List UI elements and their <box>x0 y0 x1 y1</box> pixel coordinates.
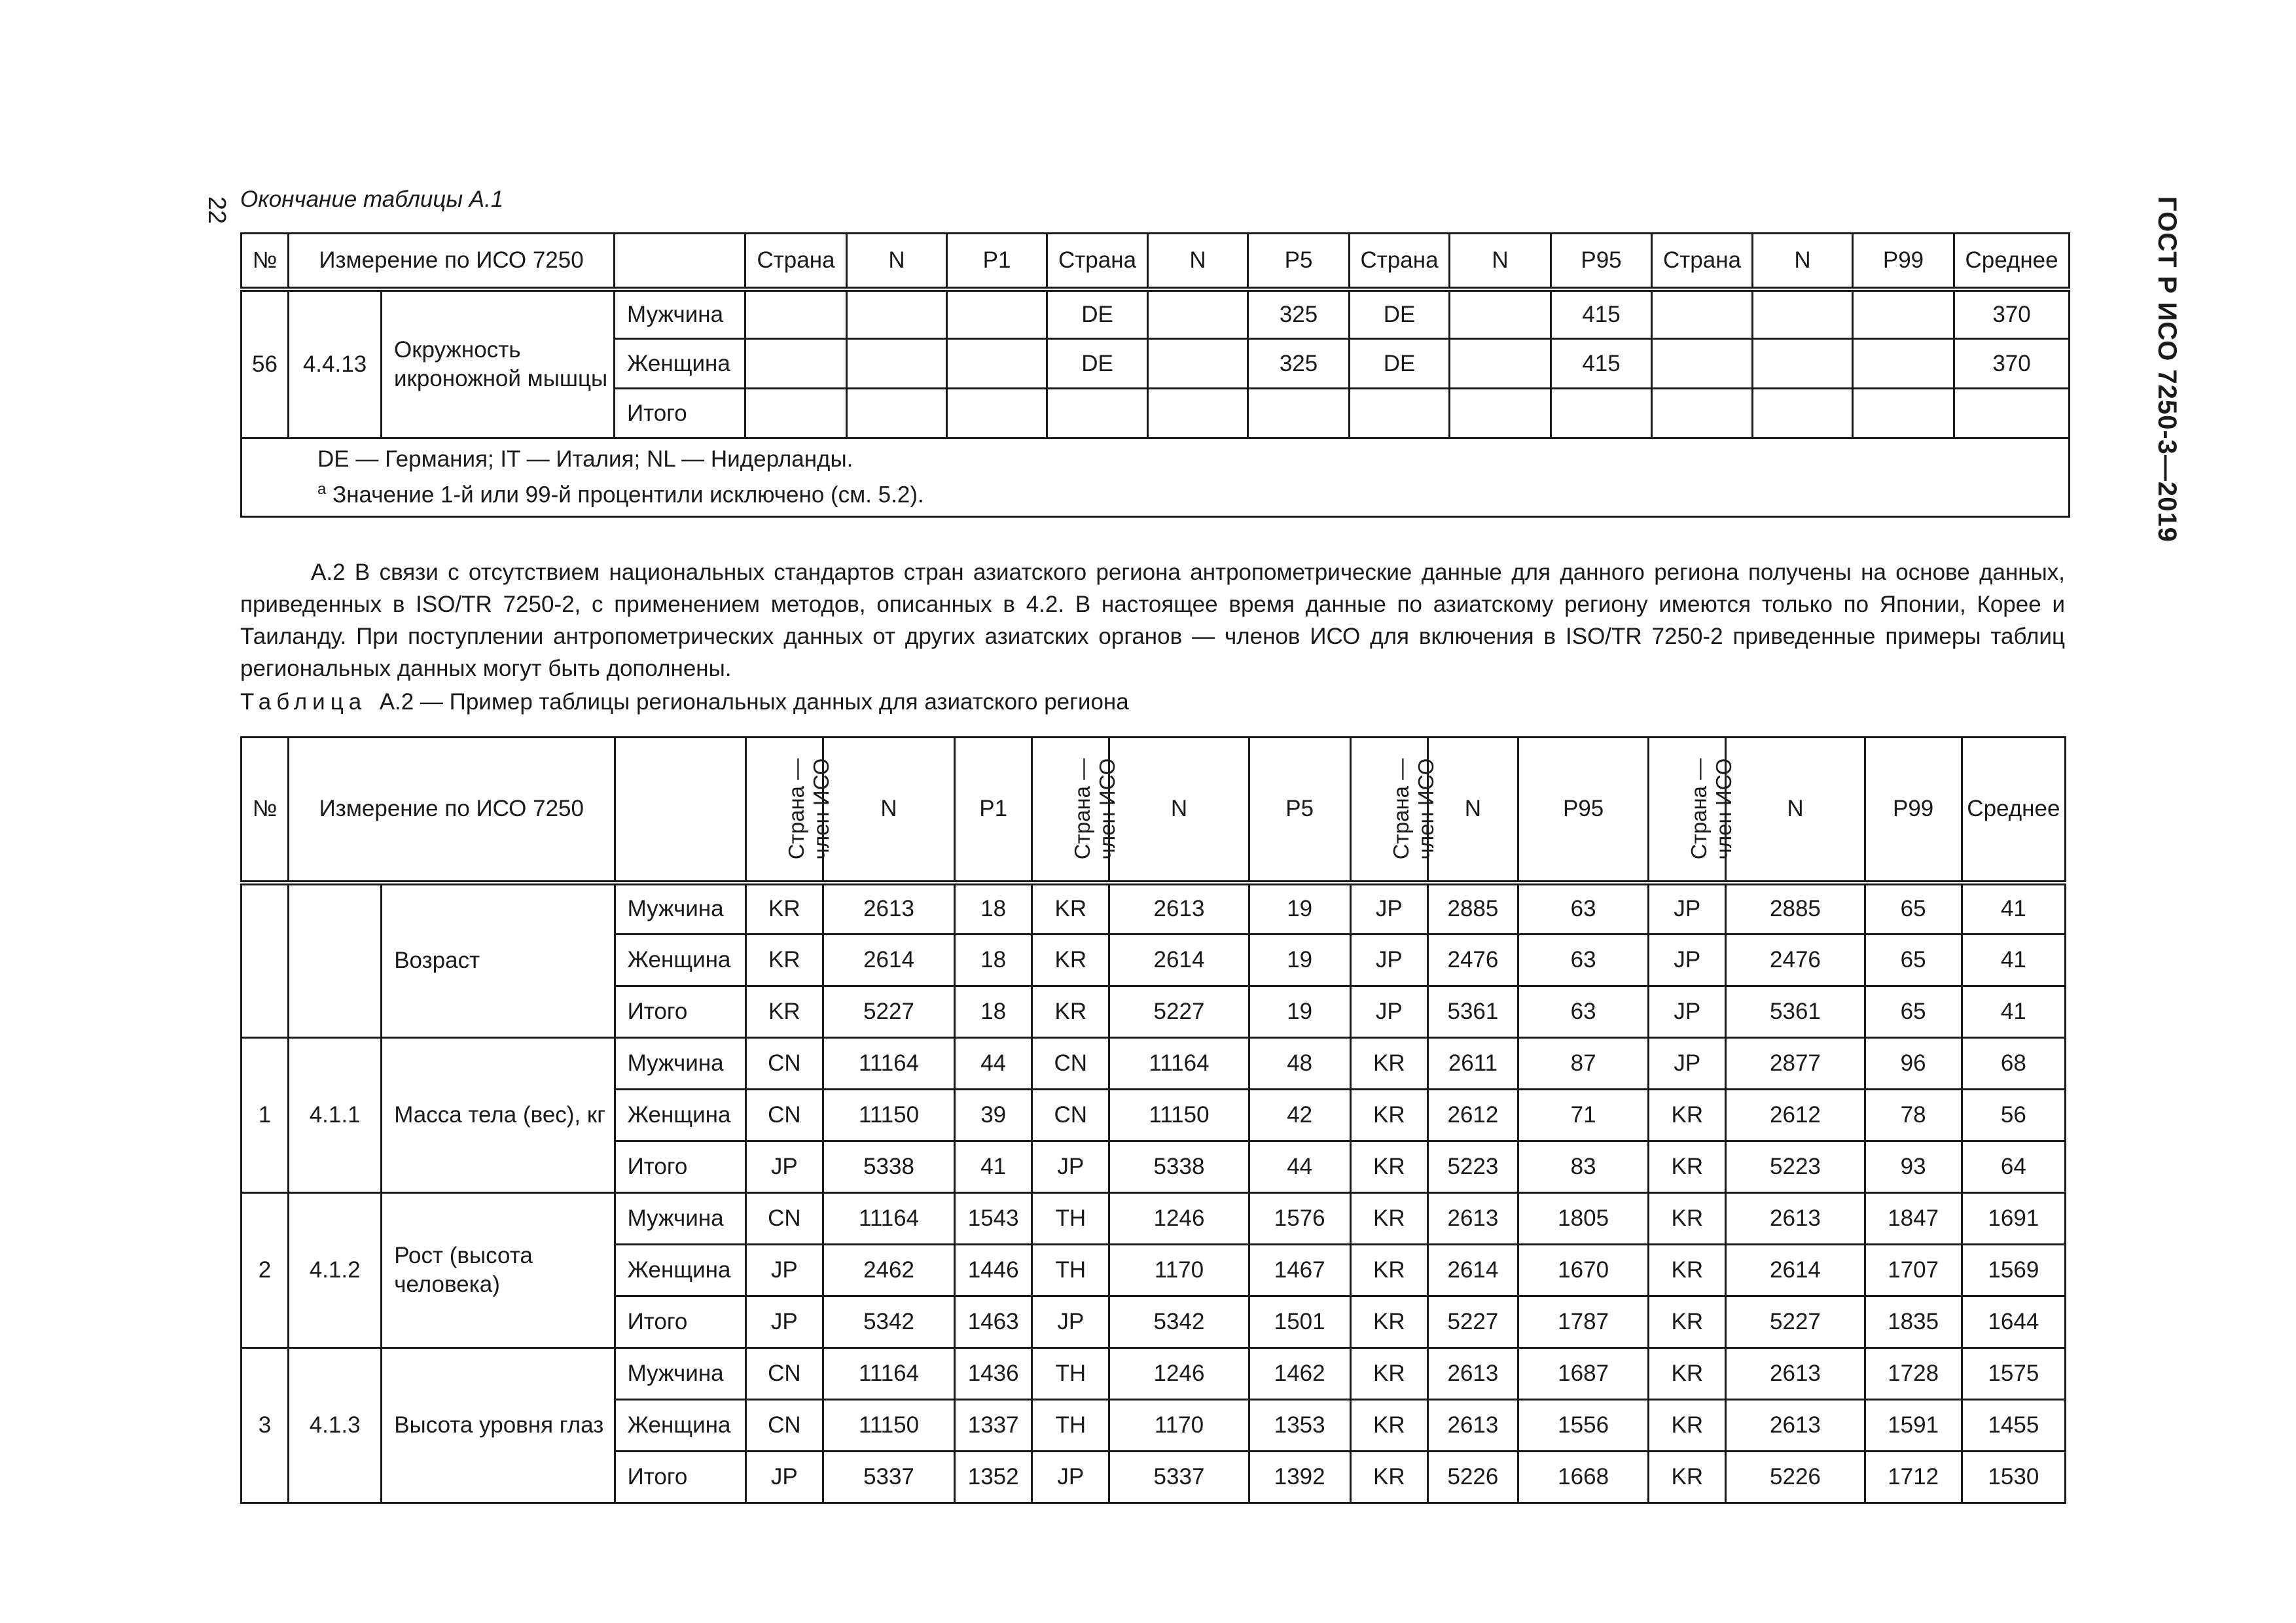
data-cell: 2613 <box>1726 1348 1865 1400</box>
data-cell: 1576 <box>1249 1193 1350 1245</box>
table-a1-header-cell: P1 <box>947 234 1047 289</box>
data-cell: KR <box>1032 986 1109 1038</box>
data-cell <box>1450 389 1551 438</box>
sex-label: Женщина <box>615 1400 745 1452</box>
data-cell: 19 <box>1249 986 1350 1038</box>
data-cell: 1575 <box>1962 1348 2065 1400</box>
data-cell <box>947 339 1047 389</box>
measurement-code: 4.1.3 <box>289 1348 382 1503</box>
data-cell: TH <box>1032 1400 1109 1452</box>
data-cell <box>1753 389 1853 438</box>
measurement-code: 4.1.1 <box>289 1038 382 1193</box>
measurement-name: Масса тела (вес), кг <box>382 1038 615 1193</box>
data-cell: 325 <box>1248 289 1350 339</box>
data-cell: 1787 <box>1518 1296 1649 1348</box>
data-cell: 5227 <box>823 986 954 1038</box>
data-cell <box>847 339 947 389</box>
data-cell: 1467 <box>1249 1245 1350 1296</box>
data-cell: 41 <box>1962 935 2065 986</box>
data-cell: JP <box>1350 935 1427 986</box>
data-cell: 5226 <box>1427 1452 1518 1503</box>
data-cell: 2611 <box>1427 1038 1518 1090</box>
data-cell: KR <box>1350 1348 1427 1400</box>
data-cell: 78 <box>1865 1090 1962 1141</box>
data-cell: 2885 <box>1427 883 1518 935</box>
table-a2-header-cell: Среднее <box>1962 738 2065 883</box>
data-cell: JP <box>745 1245 823 1296</box>
table-a2-header-cell <box>745 738 833 883</box>
sex-label: Мужчина <box>615 289 745 339</box>
data-cell: 1352 <box>955 1452 1032 1503</box>
data-cell: 11164 <box>823 1193 954 1245</box>
data-cell: 1392 <box>1249 1452 1350 1503</box>
data-cell: JP <box>1649 1038 1726 1090</box>
data-cell <box>1148 289 1248 339</box>
data-cell: 87 <box>1518 1038 1649 1090</box>
data-cell <box>1450 289 1551 339</box>
data-cell: 64 <box>1962 1141 2065 1193</box>
data-cell: 2877 <box>1726 1038 1865 1090</box>
table-a2-header-cell: N <box>1726 738 1865 883</box>
measurement-name: Рост (высота человека) <box>382 1193 615 1348</box>
table-a2-header-cell: Измерение по ИСО 7250 <box>289 738 615 883</box>
table-a1-header-cell: Страна <box>1047 234 1148 289</box>
data-cell: 1805 <box>1518 1193 1649 1245</box>
data-cell: KR <box>1350 1296 1427 1348</box>
data-cell <box>1954 389 2070 438</box>
data-cell: 1543 <box>955 1193 1032 1245</box>
data-cell: DE <box>1047 289 1148 339</box>
data-cell: 2613 <box>1726 1193 1865 1245</box>
data-cell: 5361 <box>1427 986 1518 1038</box>
data-cell: 1353 <box>1249 1400 1350 1452</box>
sex-label: Женщина <box>615 1090 745 1141</box>
data-cell: 2614 <box>1427 1245 1518 1296</box>
sex-label: Итого <box>615 986 745 1038</box>
data-cell: CN <box>745 1090 823 1141</box>
data-cell: 18 <box>955 883 1032 935</box>
data-cell: JP <box>1032 1141 1109 1193</box>
data-cell: 5342 <box>1109 1296 1249 1348</box>
data-cell: 1691 <box>1962 1193 2065 1245</box>
data-cell: 370 <box>1954 339 2070 389</box>
data-cell: 63 <box>1518 986 1649 1038</box>
data-cell: 71 <box>1518 1090 1649 1141</box>
data-cell: TH <box>1032 1193 1109 1245</box>
data-cell: 41 <box>1962 883 2065 935</box>
data-cell: 5223 <box>1726 1141 1865 1193</box>
table-a1-header-cell: P99 <box>1853 234 1954 289</box>
vertical-header-text: Страна — член ИСО <box>783 758 833 860</box>
data-cell: 18 <box>955 986 1032 1038</box>
data-cell: 39 <box>955 1090 1032 1141</box>
data-cell: KR <box>1649 1245 1726 1296</box>
row-number <box>242 883 289 1038</box>
sex-label: Итого <box>615 1452 745 1503</box>
data-cell <box>1853 339 1954 389</box>
table-a2-caption <box>240 689 1129 715</box>
data-cell <box>1753 339 1853 389</box>
data-cell: KR <box>1032 935 1109 986</box>
data-cell <box>947 389 1047 438</box>
data-cell <box>1652 339 1753 389</box>
data-cell: 1436 <box>955 1348 1032 1400</box>
data-cell: 1687 <box>1518 1348 1649 1400</box>
data-cell: JP <box>1649 935 1726 986</box>
data-cell: CN <box>745 1193 823 1245</box>
table-a1 <box>240 232 2070 518</box>
data-cell <box>1350 389 1450 438</box>
table-a1-header-cell: N <box>1148 234 1248 289</box>
data-cell: 5227 <box>1726 1296 1865 1348</box>
sex-label: Итого <box>615 1141 745 1193</box>
sex-label: Итого <box>615 1296 745 1348</box>
row-number: 1 <box>242 1038 289 1193</box>
data-cell <box>745 289 847 339</box>
data-cell: 1170 <box>1109 1400 1249 1452</box>
data-cell <box>1148 339 1248 389</box>
data-cell: JP <box>1350 986 1427 1038</box>
data-cell: DE <box>1350 339 1450 389</box>
table-a2-header-cell: N <box>1109 738 1249 883</box>
data-cell: 19 <box>1249 883 1350 935</box>
data-cell <box>1148 389 1248 438</box>
table-a2-header-cell <box>1649 738 1736 883</box>
sex-label: Женщина <box>615 935 745 986</box>
table-a1-header-cell: Страна <box>745 234 847 289</box>
data-cell: CN <box>745 1038 823 1090</box>
measurement-name: Высота уровня глаз <box>382 1348 615 1503</box>
table-a1-header-row <box>242 234 2070 289</box>
sex-label: Женщина <box>615 339 745 389</box>
data-cell: 5337 <box>1109 1452 1249 1503</box>
table-a1-note <box>242 438 2070 517</box>
data-cell: 5223 <box>1427 1141 1518 1193</box>
table-a2-header-cell <box>1032 738 1120 883</box>
data-cell: 11164 <box>823 1348 954 1400</box>
data-cell: JP <box>1032 1296 1109 1348</box>
table-a2-row <box>242 1348 2066 1400</box>
table-a1-row <box>242 289 2070 339</box>
data-cell: 63 <box>1518 883 1649 935</box>
data-cell <box>847 389 947 438</box>
data-cell <box>1753 289 1853 339</box>
data-cell: 415 <box>1551 289 1652 339</box>
data-cell: 5342 <box>823 1296 954 1348</box>
data-cell: 11150 <box>823 1090 954 1141</box>
data-cell: 1556 <box>1518 1400 1649 1452</box>
data-cell <box>1652 289 1753 339</box>
data-cell: 11150 <box>823 1400 954 1452</box>
table-a2 <box>240 736 2066 1504</box>
data-cell: 5227 <box>1109 986 1249 1038</box>
data-cell: 93 <box>1865 1141 1962 1193</box>
data-cell: 1847 <box>1865 1193 1962 1245</box>
data-cell <box>1047 389 1148 438</box>
page-number: 22 <box>203 196 230 224</box>
data-cell: 2613 <box>1726 1400 1865 1452</box>
data-cell: 44 <box>955 1038 1032 1090</box>
row-number: 2 <box>242 1193 289 1348</box>
paragraph-a2: А.2 В связи с отсутствием национальных стандартов стран азиатского региона антропометрические данные для данного региона получены на основе данных, приведенных в ISO/TR 7250-2, с применением методов, описанных в 4.2. В настоящее время данные по азиатскому региону имеются только по Японии, Корее и Таиланду. При поступлении антропометрических данных от других азиатских органов — членов ИСО для включения в ISO/TR 7250-2 приведенные примеры таблиц региональных данных могут быть дополнены. <box>240 560 2065 681</box>
note-line: DE — Германия; IT — Италия; NL — Нидерланды. <box>317 446 853 473</box>
table-a1-header-cell: N <box>847 234 947 289</box>
data-cell: 42 <box>1249 1090 1350 1141</box>
table-a1-header-cell: N <box>1753 234 1853 289</box>
table-a1-note-row <box>242 438 2070 517</box>
data-cell <box>745 339 847 389</box>
data-cell: KR <box>1350 1245 1427 1296</box>
data-cell: 415 <box>1551 339 1652 389</box>
data-cell: 19 <box>1249 935 1350 986</box>
data-cell: 2614 <box>1109 935 1249 986</box>
data-cell: 5361 <box>1726 986 1865 1038</box>
measurement-code: 4.1.2 <box>289 1193 382 1348</box>
data-cell: DE <box>1350 289 1450 339</box>
data-cell: 44 <box>1249 1141 1350 1193</box>
data-cell: 1246 <box>1109 1348 1249 1400</box>
data-cell: KR <box>1350 1452 1427 1503</box>
data-cell: 1462 <box>1249 1348 1350 1400</box>
data-cell: JP <box>1649 986 1726 1038</box>
data-cell: CN <box>745 1400 823 1452</box>
table-a2-header-cell <box>615 738 745 883</box>
data-cell: 1463 <box>955 1296 1032 1348</box>
document-side-title: ГОСТ Р ИСО 7250-3—2019 <box>2153 196 2181 543</box>
data-cell: CN <box>745 1348 823 1400</box>
data-cell: KR <box>1649 1348 1726 1400</box>
data-cell: 1835 <box>1865 1296 1962 1348</box>
table-a2-header-cell: P5 <box>1249 738 1350 883</box>
data-cell: 2614 <box>1726 1245 1865 1296</box>
data-cell: 11164 <box>823 1038 954 1090</box>
data-cell: KR <box>1649 1090 1726 1141</box>
data-cell <box>1551 389 1652 438</box>
data-cell <box>947 289 1047 339</box>
data-cell: KR <box>745 935 823 986</box>
vertical-header-text: Страна — член ИСО <box>1070 758 1120 860</box>
data-cell: 1530 <box>1962 1452 2065 1503</box>
data-cell: 2613 <box>1427 1193 1518 1245</box>
table-a1-header-cell: P95 <box>1551 234 1652 289</box>
table-a1-header-cell: Страна <box>1652 234 1753 289</box>
table-a1-header-cell: № <box>242 234 289 289</box>
data-cell: KR <box>1649 1141 1726 1193</box>
data-cell: 2462 <box>823 1245 954 1296</box>
data-cell: 68 <box>1962 1038 2065 1090</box>
sex-label: Мужчина <box>615 1193 745 1245</box>
data-cell: 41 <box>955 1141 1032 1193</box>
data-cell <box>1248 389 1350 438</box>
table-a2-header-row <box>242 738 2066 883</box>
data-cell: 1707 <box>1865 1245 1962 1296</box>
data-cell: KR <box>1350 1038 1427 1090</box>
measurement-code <box>289 883 382 1038</box>
data-cell: CN <box>1032 1090 1109 1141</box>
data-cell: KR <box>1649 1296 1726 1348</box>
table-a2-row <box>242 883 2066 935</box>
sex-label: Мужчина <box>615 883 745 935</box>
data-cell: 41 <box>1962 986 2065 1038</box>
table-a1-header-cell: Среднее <box>1954 234 2070 289</box>
data-cell: CN <box>1032 1038 1109 1090</box>
data-cell <box>745 389 847 438</box>
data-cell: 63 <box>1518 935 1649 986</box>
data-cell: KR <box>745 986 823 1038</box>
data-cell <box>1853 289 1954 339</box>
table-a2-row <box>242 1193 2066 1245</box>
table-a2-header-cell: № <box>242 738 289 883</box>
row-number: 56 <box>242 289 289 438</box>
data-cell: KR <box>745 883 823 935</box>
table-a2-header-cell: N <box>1427 738 1518 883</box>
data-cell: KR <box>1350 1400 1427 1452</box>
table-a1-continuation-title: Окончание таблицы А.1 <box>240 187 504 212</box>
data-cell: KR <box>1350 1193 1427 1245</box>
measurement-name: Возраст <box>382 883 615 1038</box>
row-number: 3 <box>242 1348 289 1503</box>
table-a1-header-cell: P5 <box>1248 234 1350 289</box>
data-cell: 2613 <box>1427 1348 1518 1400</box>
data-cell <box>847 289 947 339</box>
data-cell: JP <box>745 1141 823 1193</box>
vertical-header-text: Страна — член ИСО <box>1687 758 1736 860</box>
data-cell: KR <box>1649 1452 1726 1503</box>
data-cell: 1670 <box>1518 1245 1649 1296</box>
table-a1-header-cell: Страна <box>1350 234 1450 289</box>
data-cell: TH <box>1032 1348 1109 1400</box>
caption-text: А.2 — Пример таблицы региональных данных для азиатского региона <box>379 689 1129 715</box>
data-cell: 1446 <box>955 1245 1032 1296</box>
data-cell: 5338 <box>823 1141 954 1193</box>
measurement-name: Окружность икроножной мышцы <box>382 289 615 438</box>
data-cell: 1501 <box>1249 1296 1350 1348</box>
sex-label: Мужчина <box>615 1038 745 1090</box>
data-cell: 2476 <box>1726 935 1865 986</box>
data-cell: 5226 <box>1726 1452 1865 1503</box>
caption-prefix: Таблица <box>240 689 367 715</box>
data-cell: 1668 <box>1518 1452 1649 1503</box>
table-a2-header-cell: P1 <box>955 738 1032 883</box>
data-cell: 1246 <box>1109 1193 1249 1245</box>
table-a2-header-cell: N <box>823 738 954 883</box>
data-cell: KR <box>1649 1193 1726 1245</box>
table-a1-header-cell <box>615 234 745 289</box>
data-cell: JP <box>745 1452 823 1503</box>
data-cell: 2613 <box>1109 883 1249 935</box>
sex-label: Итого <box>615 389 745 438</box>
data-cell: 370 <box>1954 289 2070 339</box>
data-cell: 2614 <box>823 935 954 986</box>
data-cell <box>1450 339 1551 389</box>
note-text: Значение 1-й или 99-й процентили исключено (см. 5.2). <box>326 482 924 508</box>
data-cell: 2885 <box>1726 883 1865 935</box>
data-cell: 2613 <box>1427 1400 1518 1452</box>
data-cell: 5337 <box>823 1452 954 1503</box>
data-cell: 65 <box>1865 986 1962 1038</box>
data-cell: 48 <box>1249 1038 1350 1090</box>
data-cell: 1591 <box>1865 1400 1962 1452</box>
table-a1-header-cell: Измерение по ИСО 7250 <box>289 234 615 289</box>
sex-label: Мужчина <box>615 1348 745 1400</box>
footnote-marker: a <box>317 480 327 499</box>
data-cell <box>1652 389 1753 438</box>
table-a2-row <box>242 1038 2066 1090</box>
data-cell: JP <box>1032 1452 1109 1503</box>
data-cell: DE <box>1047 339 1148 389</box>
data-cell: 65 <box>1865 935 1962 986</box>
table-a1-header-cell: N <box>1450 234 1551 289</box>
data-cell: 65 <box>1865 883 1962 935</box>
data-cell: 18 <box>955 935 1032 986</box>
data-cell: 2612 <box>1726 1090 1865 1141</box>
data-cell: KR <box>1649 1400 1726 1452</box>
data-cell: 1170 <box>1109 1245 1249 1296</box>
data-cell <box>1853 389 1954 438</box>
data-cell: JP <box>1649 883 1726 935</box>
table-a2-header-cell: P95 <box>1518 738 1649 883</box>
data-cell: 11164 <box>1109 1038 1249 1090</box>
data-cell: KR <box>1350 1090 1427 1141</box>
data-cell: 1712 <box>1865 1452 1962 1503</box>
data-cell: 56 <box>1962 1090 2065 1141</box>
table-a2-header-cell: P99 <box>1865 738 1962 883</box>
data-cell: 325 <box>1248 339 1350 389</box>
data-cell: KR <box>1350 1141 1427 1193</box>
data-cell: 1337 <box>955 1400 1032 1452</box>
data-cell: 1728 <box>1865 1348 1962 1400</box>
data-cell: 2612 <box>1427 1090 1518 1141</box>
data-cell: 5227 <box>1427 1296 1518 1348</box>
measurement-code: 4.4.13 <box>289 289 382 438</box>
data-cell: TH <box>1032 1245 1109 1296</box>
data-cell: 1644 <box>1962 1296 2065 1348</box>
data-cell: 2476 <box>1427 935 1518 986</box>
data-cell: 96 <box>1865 1038 1962 1090</box>
note-line <box>317 474 2068 510</box>
data-cell: JP <box>745 1296 823 1348</box>
sex-label: Женщина <box>615 1245 745 1296</box>
data-cell: 1569 <box>1962 1245 2065 1296</box>
table-a2-header-cell <box>1350 738 1438 883</box>
data-cell: KR <box>1032 883 1109 935</box>
data-cell: 5338 <box>1109 1141 1249 1193</box>
data-cell: 83 <box>1518 1141 1649 1193</box>
data-cell: 2613 <box>823 883 954 935</box>
vertical-header-text: Страна — член ИСО <box>1388 758 1438 860</box>
data-cell: 11150 <box>1109 1090 1249 1141</box>
data-cell: JP <box>1350 883 1427 935</box>
data-cell: 1455 <box>1962 1400 2065 1452</box>
